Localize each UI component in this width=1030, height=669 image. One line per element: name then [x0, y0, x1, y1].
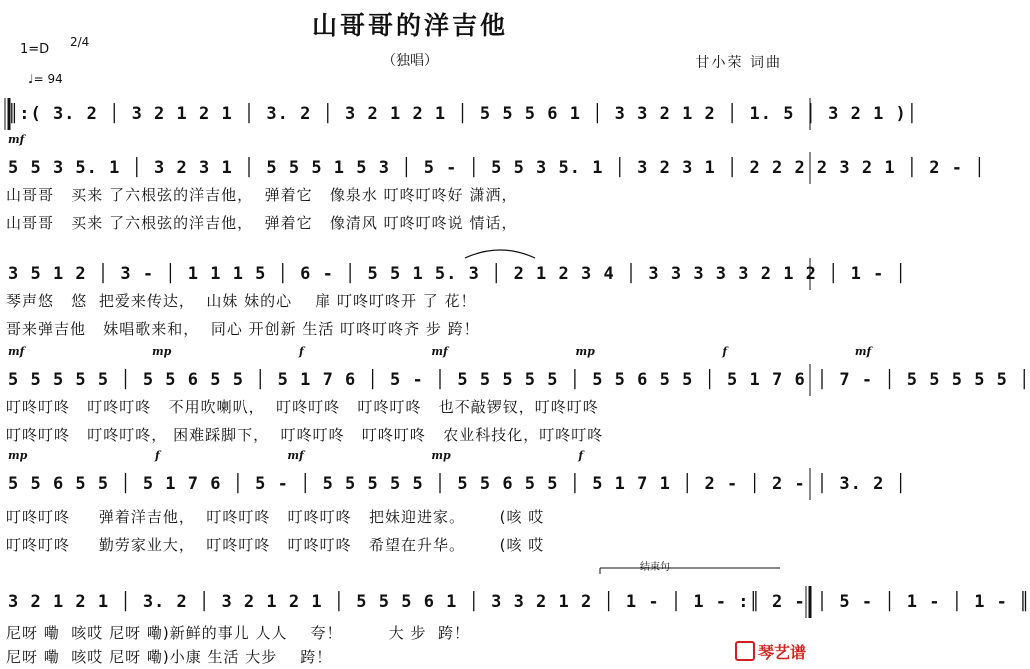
time-signature-text: 2/4 — [70, 35, 90, 49]
row-6-lyric-verse-1: 尼呀 嘞 咳哎 尼呀 嘞)新鲜的事儿 人人 夸！ 大 步 跨！ — [6, 624, 470, 642]
tempo-marking: ♩= 94 — [28, 72, 63, 86]
song-subtitle: （独唱） — [382, 53, 438, 69]
row-3-lyric-verse-2: 哥来弹吉他 妹唱歌来和， 同心 开创新 生活 叮咚叮咚齐 步 跨！ — [6, 320, 480, 338]
row-4-lyric-verse-2: 叮咚叮咚 叮咚叮咚， 困难踩脚下， 叮咚叮咚 叮咚叮咚 农业科技化，叮咚叮咚 — [6, 426, 604, 444]
song-title: 山哥哥的洋吉他 — [311, 11, 508, 40]
logo-icon — [735, 641, 755, 661]
row-5-notes: 5 5 6 5 5 │ 5 1 7 6 │ 5 - │ 5 5 5 5 5 │ 5 5 6 5 5 │ 5 1 7 1 │ 2 - │ 2 - │ 3. 2 │ — [8, 474, 907, 494]
row-4-dynamics: mf mp f mf mp f mf — [8, 345, 872, 358]
row-2-notes: 5 5 3 5. 1 │ 3 2 3 1 │ 5 5 5 1 5 3 │ 5 - │ 5 5 3 5. 1 │ 3 2 3 1 │ 2 2 2 2 3 2 1 │ 2 - │ — [8, 158, 986, 178]
row-3-notes: 3 5 1 2 │ 3 - │ 1 1 1 5 │ 6 - │ 5 5 1 5. 3 │ 2 1 2 3 4 │ 3 3 3 3 3 2 1 2 │ 1 - │ — [8, 264, 907, 284]
row-6-lyric-verse-2: 尼呀 嘞 咳哎 尼呀 嘞)小康 生活 大步 跨！ — [6, 648, 333, 666]
watermark-text: 琴艺谱 — [757, 643, 806, 662]
row-4-notes: 5 5 5 5 5 │ 5 5 6 5 5 │ 5 1 7 6 │ 5 - │ 5 5 5 5 5 │ 5 5 6 5 5 │ 5 1 7 6 │ 7 - │ 5 5 5 5 5 │ — [8, 370, 1030, 390]
row-2-lyric-verse-2: 山哥哥 买来 了六根弦的洋吉他， 弹着它 像清风 叮咚叮咚说 情话， — [6, 214, 518, 232]
row-2-lyric-verse-1: 山哥哥 买来 了六根弦的洋吉他， 弹着它 像泉水 叮咚叮咚好 潇洒， — [6, 186, 518, 204]
row-3-lyric-verse-1: 琴声悠 悠 把爱来传达， 山妹 妹的心 扉 叮咚叮咚开 了 花！ — [6, 292, 477, 310]
key-signature: 1=D — [20, 42, 50, 57]
row-6-notes: 3 2 1 2 1 │ 3. 2 │ 3 2 1 2 1 │ 5 5 5 6 1 │ 3 3 2 1 2 │ 1 - │ 1 - :║ 2 - │ 5 - │ 1 - │ 1 - ║ — [8, 592, 1030, 612]
row-5-lyric-verse-2: 叮咚叮咚 勤劳家业大， 叮咚叮咚 叮咚叮咚 希望在升华。 (咳 哎 — [6, 536, 545, 554]
composer-credit: 甘小荣 词曲 — [695, 55, 782, 71]
site-watermark — [735, 640, 806, 663]
row-5-lyric-verse-1: 叮咚叮咚 弹着洋吉他， 叮咚叮咚 叮咚叮咚 把妹迎进家。 (咳 哎 — [6, 508, 545, 526]
row-4-lyric-verse-1: 叮咚叮咚 叮咚叮咚 不用吹喇叭， 叮咚叮咚 叮咚叮咚 也不敲锣钗，叮咚叮咚 — [6, 398, 599, 416]
row-1-notes: ║:( 3. 2 │ 3 2 1 2 1 │ 3. 2 │ 3 2 1 2 1 │ 5 5 5 6 1 │ 3 3 2 1 2 │ 1. 5 │ 3 2 1 )│ — [8, 104, 919, 124]
time-signature — [70, 35, 90, 49]
row-2-dynamics: mf — [8, 133, 25, 146]
ending-phrase-label: 结束句 — [640, 562, 670, 573]
row-5-dynamics: mp f mf mp f — [8, 449, 584, 462]
